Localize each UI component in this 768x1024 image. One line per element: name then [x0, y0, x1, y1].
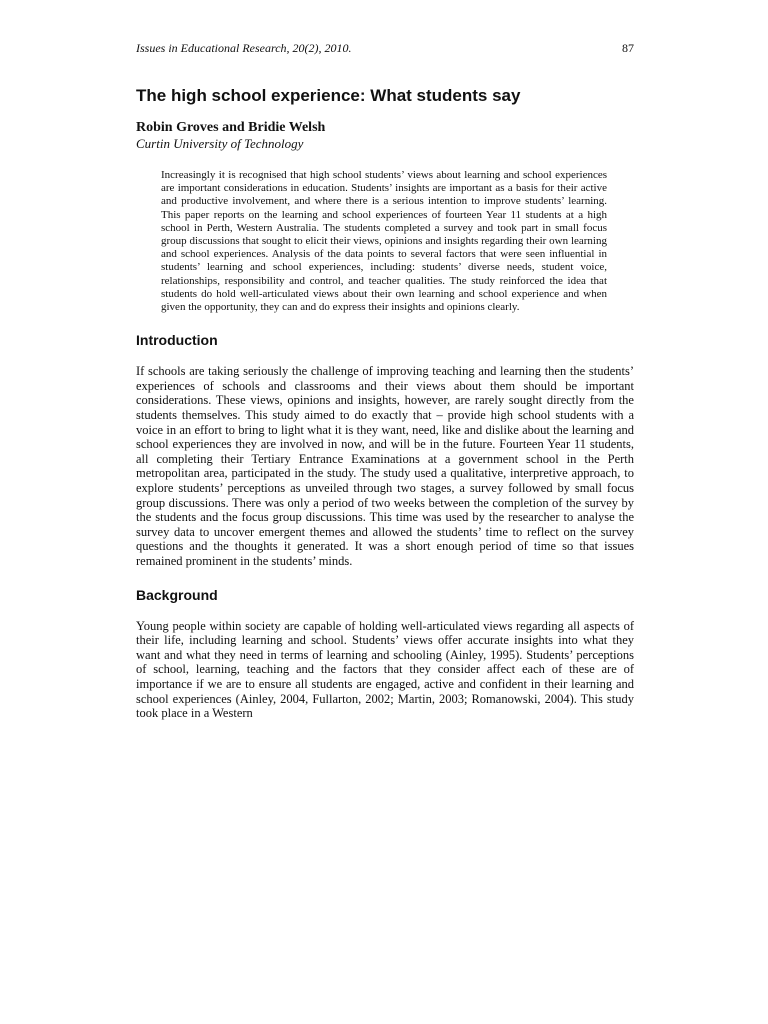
journal-citation: Issues in Educational Research, 20(2), 2010. [136, 41, 352, 55]
background-paragraph: Young people within society are capable of holding well-articulated views regarding all aspects of their life, including learning and school. Students’ views offer accurate insights into what they want and what they need in terms of learning and schooling (Ainley, 1995). Students’ perceptions of school, learning, teaching and the factors that they consider affect each of these are of importance if we are to ensure all students are engaged, active and confident in their learning and school experiences (Ainley, 2004, Fullarton, 2002; Martin, 2003; Romanowski, 2004). This study took place in a Western [136, 618, 634, 721]
introduction-paragraph: If schools are taking seriously the challenge of improving teaching and learning then the students’ experiences of schools and classrooms and their views about them should be important considerations. These views, opinions and insights, however, are rarely sought directly from the students themselves. This study aimed to do exactly that – provide high school students with a voice in an effort to bring to light what it is they want, need, like and dislike about the learning and school experiences they are involved in now, and will be in the future. Fourteen Year 11 students, all completing their Tertiary Entrance Examinations at a government school in the Perth metropolitan area, participated in the study. The study used a qualitative, interpretive approach, to explore students’ perceptions as unveiled through two stages, a survey followed by small focus group discussions. There was only a period of two weeks between the completion of the survey by the students and the focus group discussions. This time was used by the researcher to analyse the survey data to uncover emergent themes and allowed the students’ time to reflect on the survey questions and the thoughts it generated. It was a short enough period of time so that issues remained prominent in the students’ minds. [136, 364, 634, 568]
background-heading: Background [136, 586, 218, 603]
abstract: Increasingly it is recognised that high school students’ views about learning and school experiences are important considerations in education. Students’ insights are important as a basis for their active and productive involvement, and where there is a serious intention to improve students’ learning. This paper reports on the learning and school experiences of fourteen Year 11 students at a high school in Perth, Western Australia. The students completed a survey and took part in small focus group discussions that sought to elicit their views, opinions and insights regarding their own learning and school experiences. Analysis of the data points to several factors that were seen influential in students’ learning and school experiences, including: students’ diverse needs, student voice, relationships, responsibility and control, and teacher qualities. The study reinforced the idea that students do hold well-articulated views about their own learning and school experience and when given the opportunity, they can and do express their insights and opinions clearly. [161, 169, 607, 314]
page-number: 87 [622, 41, 634, 55]
page [136, 40, 634, 733]
authors: Robin Groves and Bridie Welsh [136, 120, 326, 135]
running-head [136, 40, 634, 56]
introduction-heading: Introduction [136, 332, 218, 349]
affiliation: Curtin University of Technology [136, 136, 304, 151]
article-title: The high school experience: What students say [136, 86, 521, 105]
